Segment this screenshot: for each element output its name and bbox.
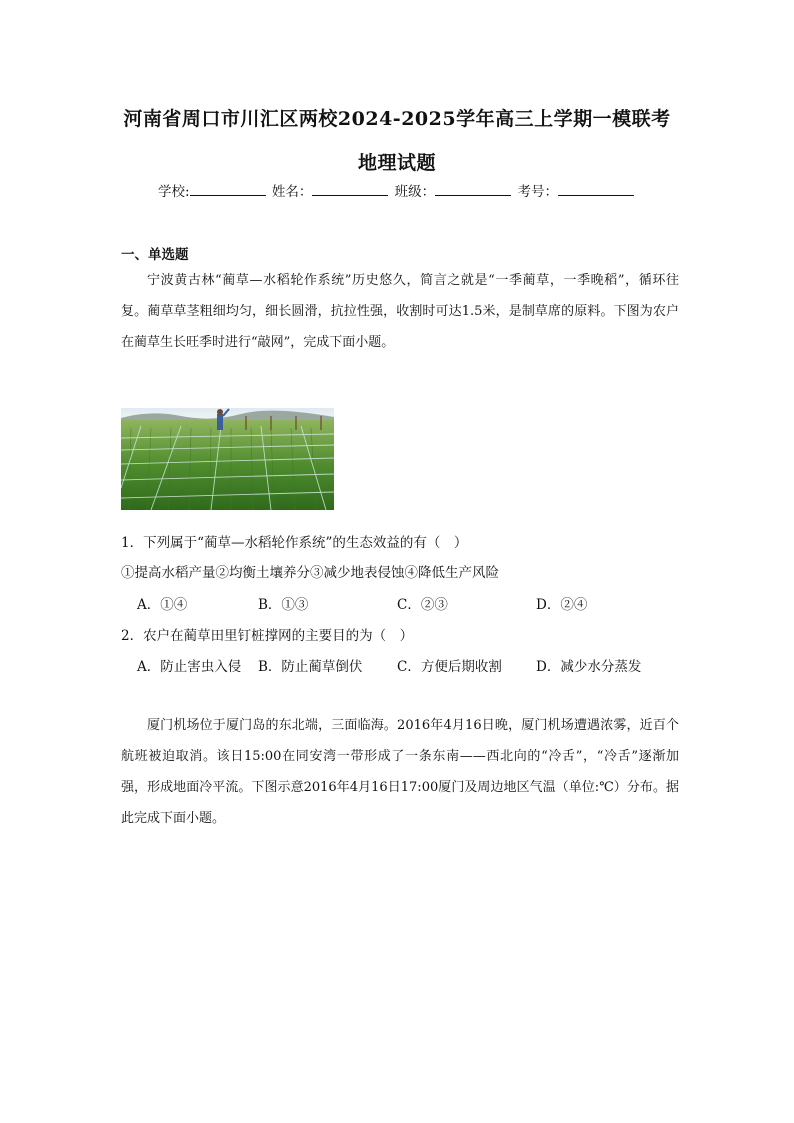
student-info-line [0, 180, 794, 200]
passage-1 [121, 265, 679, 358]
name-blank [312, 183, 388, 196]
passage-2 [121, 710, 679, 834]
question-1-choices: ①提高水稻产量②均衡土壤养分③减少地表侵蚀④降低生产风险 [121, 565, 499, 581]
exam-number-label: 考号： [517, 184, 558, 200]
q2-option-b[interactable]: B．防止蔺草倒伏 [258, 659, 363, 675]
question-2-stem: 2．农户在蔺草田里钉桩撑网的主要目的为（ ） [121, 628, 414, 644]
exam-number-blank [558, 183, 634, 196]
passage-1-text: 宁波黄古林“蔺草—水稻轮作系统”历史悠久，简言之就是“一季蔺草，一季晚稻”，循环往复。蔺草草茎粗细均匀，细长圆滑，抗拉性强，收割时可达1.5米，是制草席的原料。下图为农户在蔺草生长旺季时进行“敲网”，完成下面小题。 [121, 273, 679, 350]
q2-option-d[interactable]: D．减少水分蒸发 [536, 659, 642, 675]
q2-option-c[interactable]: C．方便后期收割 [397, 659, 502, 675]
page-subtitle: 地理试题 [357, 152, 436, 174]
question-1-stem: 1．下列属于“蔺草—水稻轮作系统”的生态效益的有（ ） [121, 535, 468, 551]
name-label: 姓名： [271, 184, 313, 200]
class-label: 班级： [394, 184, 436, 200]
page-title: 河南省周口市川汇区两校2024-2025学年高三上学期一模联考 [123, 108, 671, 130]
class-blank [435, 183, 511, 196]
q1-option-a[interactable]: A．①④ [137, 597, 188, 613]
passage-2-text: 厦门机场位于厦门岛的东北端，三面临海。2016年4月16日晚，厦门机场遭遇浓雾，近百个航班被迫取消。该日15:00在同安湾一带形成了一条东南——西北向的“冷舌”，“冷舌”逐渐加强，形成地面冷平流。下图示意2016年4月16日17:00厦门及周边地区气温（单位:℃）分布。据此完成下面小题。 [121, 718, 679, 826]
school-label: 学校: [158, 184, 190, 200]
rush-field-image [121, 408, 334, 510]
q1-option-d[interactable]: D．②④ [536, 597, 588, 613]
rush-field-photo [121, 408, 334, 510]
school-blank [190, 183, 266, 196]
q1-option-c[interactable]: C．②③ [397, 597, 448, 613]
q2-option-a[interactable]: A．防止害虫入侵 [137, 659, 242, 675]
q1-option-b[interactable]: B．①③ [258, 597, 309, 613]
section-heading: 一、单选题 [121, 247, 189, 263]
